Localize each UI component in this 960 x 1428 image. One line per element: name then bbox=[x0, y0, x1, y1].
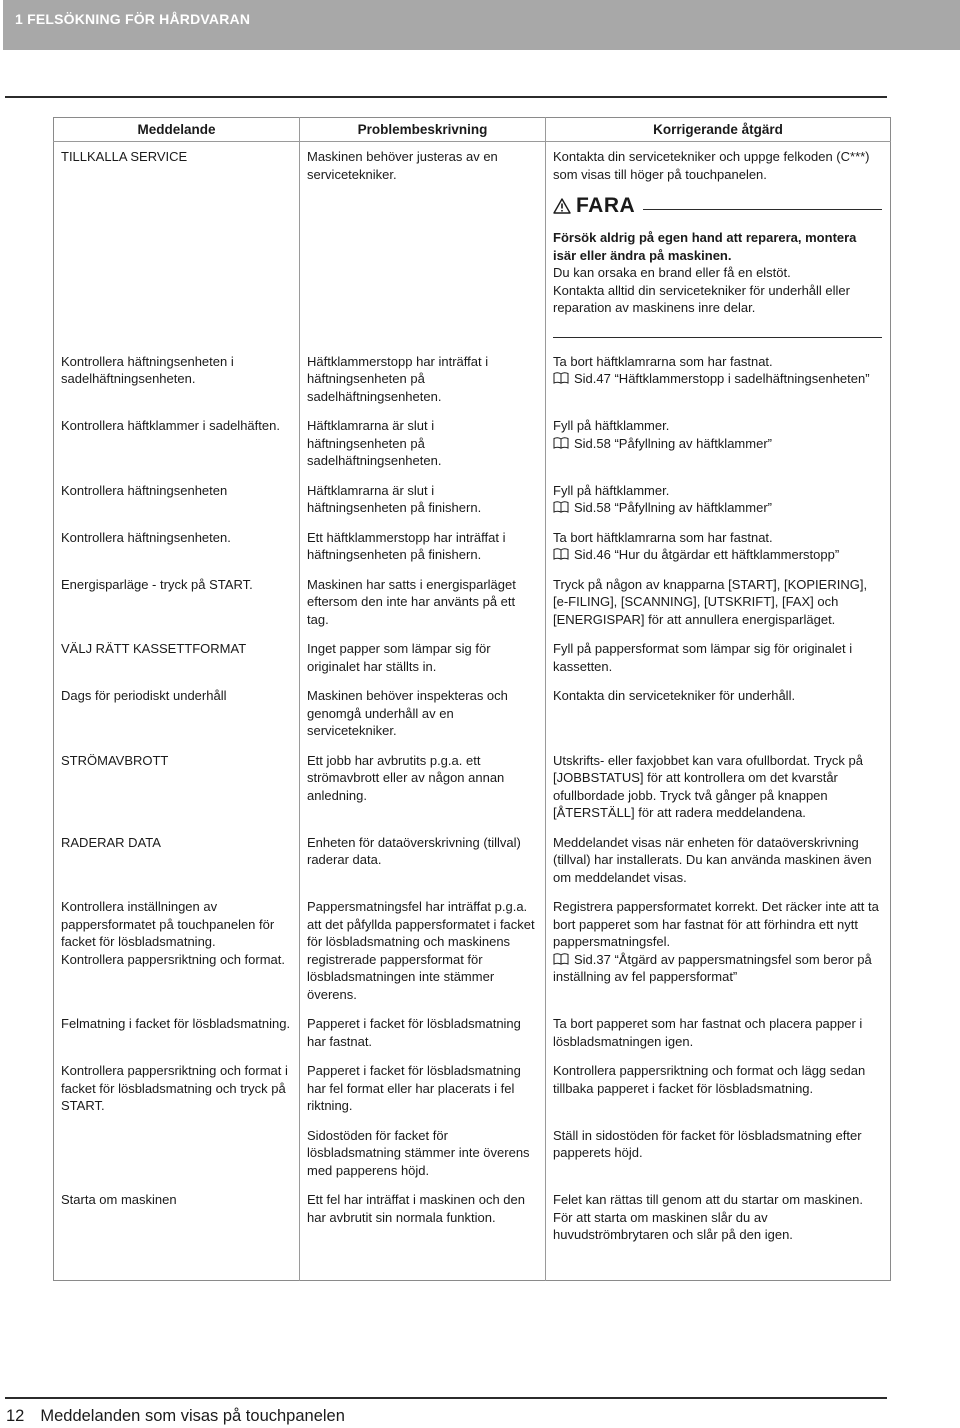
message-text: Kontrollera häftningsenheten bbox=[61, 482, 228, 498]
action-cell bbox=[546, 746, 891, 828]
column-header-action: Korrigerande åtgärd bbox=[546, 118, 891, 142]
problem-cell bbox=[300, 476, 546, 523]
table-row bbox=[54, 570, 891, 635]
bottom-rule bbox=[5, 1397, 887, 1399]
message-text: Starta om maskinen bbox=[61, 1192, 177, 1207]
message-table bbox=[53, 117, 891, 1281]
message-cell bbox=[54, 1185, 300, 1280]
action-cell bbox=[546, 681, 891, 746]
action-text: Utskrifts- eller faxjobbet kan vara ofullbordat. Tryck på [JOBBSTATUS] för att kontrollera om det kvarstår ofullbordade jobb. Tryck två gånger på knappen [ÅTERSTÄLL] för att radera meddelandena. bbox=[553, 752, 863, 820]
message-cell bbox=[54, 411, 300, 476]
reference-text: Sid.47 “Häftklammerstopp i sadelhäftningsenheten” bbox=[574, 371, 870, 386]
danger-bold-text: Försök aldrig på egen hand att reparera, montera isär eller ändra på maskinen. bbox=[553, 230, 857, 263]
message-cell bbox=[54, 1056, 300, 1185]
table-row bbox=[54, 1185, 891, 1280]
table-row bbox=[54, 1009, 891, 1056]
message-text: Kontrollera häftklammer i sadelhäften. bbox=[61, 418, 280, 433]
problem-cell bbox=[300, 746, 546, 828]
table-row bbox=[54, 746, 891, 828]
page-reference[interactable] bbox=[553, 370, 882, 388]
reference-text: Sid.46 “Hur du åtgärdar ett häftklammerstopp” bbox=[574, 547, 840, 562]
section-title: 1 FELSÖKNING FÖR HÅRDVARAN bbox=[15, 11, 251, 27]
book-icon bbox=[553, 548, 569, 560]
problem-cell bbox=[300, 1056, 546, 1121]
action-cell bbox=[546, 1185, 891, 1280]
message-cell bbox=[54, 828, 300, 893]
action-cell bbox=[546, 634, 891, 681]
problem-cell bbox=[300, 1009, 546, 1056]
problem-cell bbox=[300, 892, 546, 1009]
danger-body bbox=[553, 229, 882, 317]
action-text: Registrera pappersformatet korrekt. Det räcker inte att ta bort papperet som har fastnat för att förhindra ett nytt pappersmatningsfel. bbox=[553, 899, 879, 949]
message-cell bbox=[54, 523, 300, 570]
page-reference[interactable] bbox=[553, 546, 882, 564]
problem-cell bbox=[300, 142, 546, 347]
message-cell bbox=[54, 634, 300, 681]
action-text: Tryck på någon av knapparna [START], [KOPIERING], [e-FILING], [SCANNING], [UTSKRIFT], [FAX] och [ENERGISPAR] för att annullera energisparläget. bbox=[553, 576, 868, 627]
table-row bbox=[54, 347, 891, 412]
problem-cell bbox=[300, 828, 546, 893]
action-cell bbox=[546, 411, 891, 476]
action-text: Fyll på häftklammer. bbox=[553, 418, 670, 433]
table-row bbox=[54, 476, 891, 523]
problem-cell bbox=[300, 1121, 546, 1186]
message-cell bbox=[54, 476, 300, 523]
action-cell bbox=[546, 892, 891, 1009]
problem-text: Maskinen har satts i energisparläget eftersom den inte har använts på ett tag. bbox=[307, 576, 516, 627]
problem-cell bbox=[300, 523, 546, 570]
message-cell bbox=[54, 347, 300, 412]
book-icon bbox=[553, 501, 569, 513]
problem-text: Häftklammerstopp har inträffat i häftningsenheten på sadelhäftningsenheten. bbox=[307, 353, 489, 404]
action-cell bbox=[546, 828, 891, 893]
problem-text: Sidostöden för facket för lösbladsmatning stämmer inte överens med papperens höjd. bbox=[307, 1127, 530, 1178]
message-text: Kontrollera häftningsenheten. bbox=[61, 529, 231, 545]
problem-text: Ett fel har inträffat i maskinen och den har avbrutit sin normala funktion. bbox=[307, 1192, 525, 1225]
action-cell bbox=[546, 1056, 891, 1121]
problem-cell bbox=[300, 347, 546, 412]
problem-text: Ett häftklammerstopp har inträffat i häftningsenheten på finishern. bbox=[307, 529, 506, 562]
action-text: Kontakta din servicetekniker och uppge felkoden (C***) som visas till höger på touchpanelen. bbox=[553, 149, 870, 182]
page-number: 12 bbox=[6, 1407, 25, 1425]
problem-text: Enheten för dataöverskrivning (tillval) raderar data. bbox=[307, 834, 521, 867]
danger-text: Kontakta alltid din servicetekniker för underhåll eller reparation av maskinens inre delar. bbox=[553, 282, 850, 315]
problem-text: Inget papper som lämpar sig för originalet har ställts in. bbox=[307, 641, 491, 674]
message-cell bbox=[54, 1009, 300, 1056]
message-cell bbox=[54, 570, 300, 635]
message-text: Kontrollera pappersriktning och format. bbox=[61, 951, 286, 967]
problem-cell bbox=[300, 570, 546, 635]
action-text: Ställ in sidostöden för facket för lösbladsmatning efter papperets höjd. bbox=[553, 1127, 862, 1160]
problem-cell bbox=[300, 1185, 546, 1280]
page-reference[interactable] bbox=[553, 435, 882, 453]
problem-text: Häftklamrarna är slut i häftningsenheten på finishern. bbox=[307, 482, 482, 515]
warning-triangle-icon bbox=[553, 198, 571, 214]
message-cell bbox=[54, 892, 300, 1009]
action-text: Fyll på häftklammer. bbox=[553, 482, 670, 498]
problem-text: Papperet i facket för lösbladsmatning har fastnat. bbox=[307, 1016, 521, 1049]
problem-text: Häftklamrarna är slut i häftningsenheten på sadelhäftningsenheten. bbox=[307, 418, 442, 468]
table-row bbox=[54, 142, 891, 347]
chapter-title: Meddelanden som visas på touchpanelen bbox=[40, 1407, 345, 1425]
action-text: Felet kan rättas till genom att du startar om maskinen. För att starta om maskinen slår du av huvudströmbrytaren och slår på den igen. bbox=[553, 1192, 863, 1242]
action-text: Kontrollera pappersriktning och format och lägg sedan tillbaka papperet i facket för lösbladsmatning. bbox=[553, 1063, 866, 1096]
page-footer bbox=[6, 1407, 345, 1426]
action-cell bbox=[546, 570, 891, 635]
reference-text: Sid.58 “Påfyllning av häftklammer” bbox=[574, 435, 772, 451]
problem-cell bbox=[300, 634, 546, 681]
action-text: Meddelandet visas när enheten för dataöverskrivning (tillval) har installerats. Du kan använda maskinen även om meddelandet visas. bbox=[553, 834, 872, 885]
action-text: Fyll på pappersformat som lämpar sig för originalet i kassetten. bbox=[553, 641, 853, 674]
table-row bbox=[54, 411, 891, 476]
message-text: Felmatning i facket för lösbladsmatning. bbox=[61, 1016, 291, 1031]
message-text: STRÖMAVBROTT bbox=[61, 752, 169, 768]
action-cell bbox=[546, 476, 891, 523]
problem-text: Ett jobb har avbrutits p.g.a. ett strömavbrott eller av någon annan anledning. bbox=[307, 752, 505, 803]
message-text: VÄLJ RÄTT KASSETTFORMAT bbox=[61, 641, 247, 656]
message-text: RADERAR DATA bbox=[61, 834, 161, 850]
danger-end-rule bbox=[553, 337, 882, 338]
problem-text: Pappersmatningsfel har inträffat p.g.a. att det påfyllda pappersformatet i facket för lösbladsmatning och maskinens registrerade pappersformat för lösbladsmatningen inte stämmer överens. bbox=[307, 899, 535, 1002]
message-text: Dags för periodiskt underhåll bbox=[61, 688, 227, 703]
table-header-row bbox=[54, 118, 891, 142]
reference-text: Sid.37 “Åtgärd av pappersmatningsfel som beror på inställning av fel pappersformat” bbox=[553, 951, 872, 984]
table-row bbox=[54, 634, 891, 681]
book-icon bbox=[553, 953, 569, 965]
danger-heading bbox=[553, 195, 882, 217]
action-text: Ta bort papperet som har fastnat och placera papper i lösbladsmatningen igen. bbox=[553, 1016, 863, 1049]
problem-cell bbox=[300, 681, 546, 746]
table-row bbox=[54, 828, 891, 893]
action-text: Ta bort häftklamrarna som har fastnat. bbox=[553, 529, 773, 545]
book-icon bbox=[553, 372, 569, 384]
danger-text: Du kan orsaka en brand eller få en elstöt. bbox=[553, 265, 791, 280]
action-cell bbox=[546, 523, 891, 570]
column-header-problem: Problembeskrivning bbox=[300, 118, 546, 142]
message-text: Kontrollera häftningsenheten i sadelhäftningsenheten. bbox=[61, 353, 234, 386]
table-row bbox=[54, 681, 891, 746]
table-row bbox=[54, 523, 891, 570]
table-row bbox=[54, 1056, 891, 1121]
book-icon bbox=[553, 437, 569, 449]
page-reference[interactable] bbox=[553, 499, 882, 517]
problem-text: Maskinen behöver justeras av en servicetekniker. bbox=[307, 149, 498, 182]
action-cell bbox=[546, 142, 891, 347]
action-cell bbox=[546, 347, 891, 412]
message-text: Kontrollera inställningen av pappersformatet på touchpanelen för facket för lösbladsmatning. bbox=[61, 899, 275, 949]
message-cell bbox=[54, 142, 300, 347]
top-rule bbox=[5, 96, 887, 98]
message-text: TILLKALLA SERVICE bbox=[61, 149, 188, 164]
problem-text: Papperet i facket för lösbladsmatning har fel format eller har placerats i fel riktning. bbox=[307, 1063, 521, 1113]
message-text: Energisparläge - tryck på START. bbox=[61, 576, 253, 592]
problem-cell bbox=[300, 411, 546, 476]
page-reference[interactable] bbox=[553, 951, 882, 986]
problem-text: Maskinen behöver inspekteras och genomgå underhåll av en servicetekniker. bbox=[307, 688, 508, 738]
section-header-bar bbox=[3, 0, 960, 50]
action-cell bbox=[546, 1009, 891, 1056]
table-row bbox=[54, 892, 891, 1009]
column-header-message: Meddelande bbox=[54, 118, 300, 142]
action-text: Ta bort häftklamrarna som har fastnat. bbox=[553, 353, 773, 369]
message-text: Kontrollera pappersriktning och format i facket för lösbladsmatning och tryck på START. bbox=[61, 1063, 288, 1113]
danger-label: FARA bbox=[576, 194, 636, 218]
action-text: Kontakta din servicetekniker för underhåll. bbox=[553, 688, 796, 703]
danger-rule bbox=[643, 209, 882, 210]
message-cell bbox=[54, 746, 300, 828]
message-cell bbox=[54, 681, 300, 746]
reference-text: Sid.58 “Påfyllning av häftklammer” bbox=[574, 500, 772, 515]
action-cell bbox=[546, 1121, 891, 1186]
